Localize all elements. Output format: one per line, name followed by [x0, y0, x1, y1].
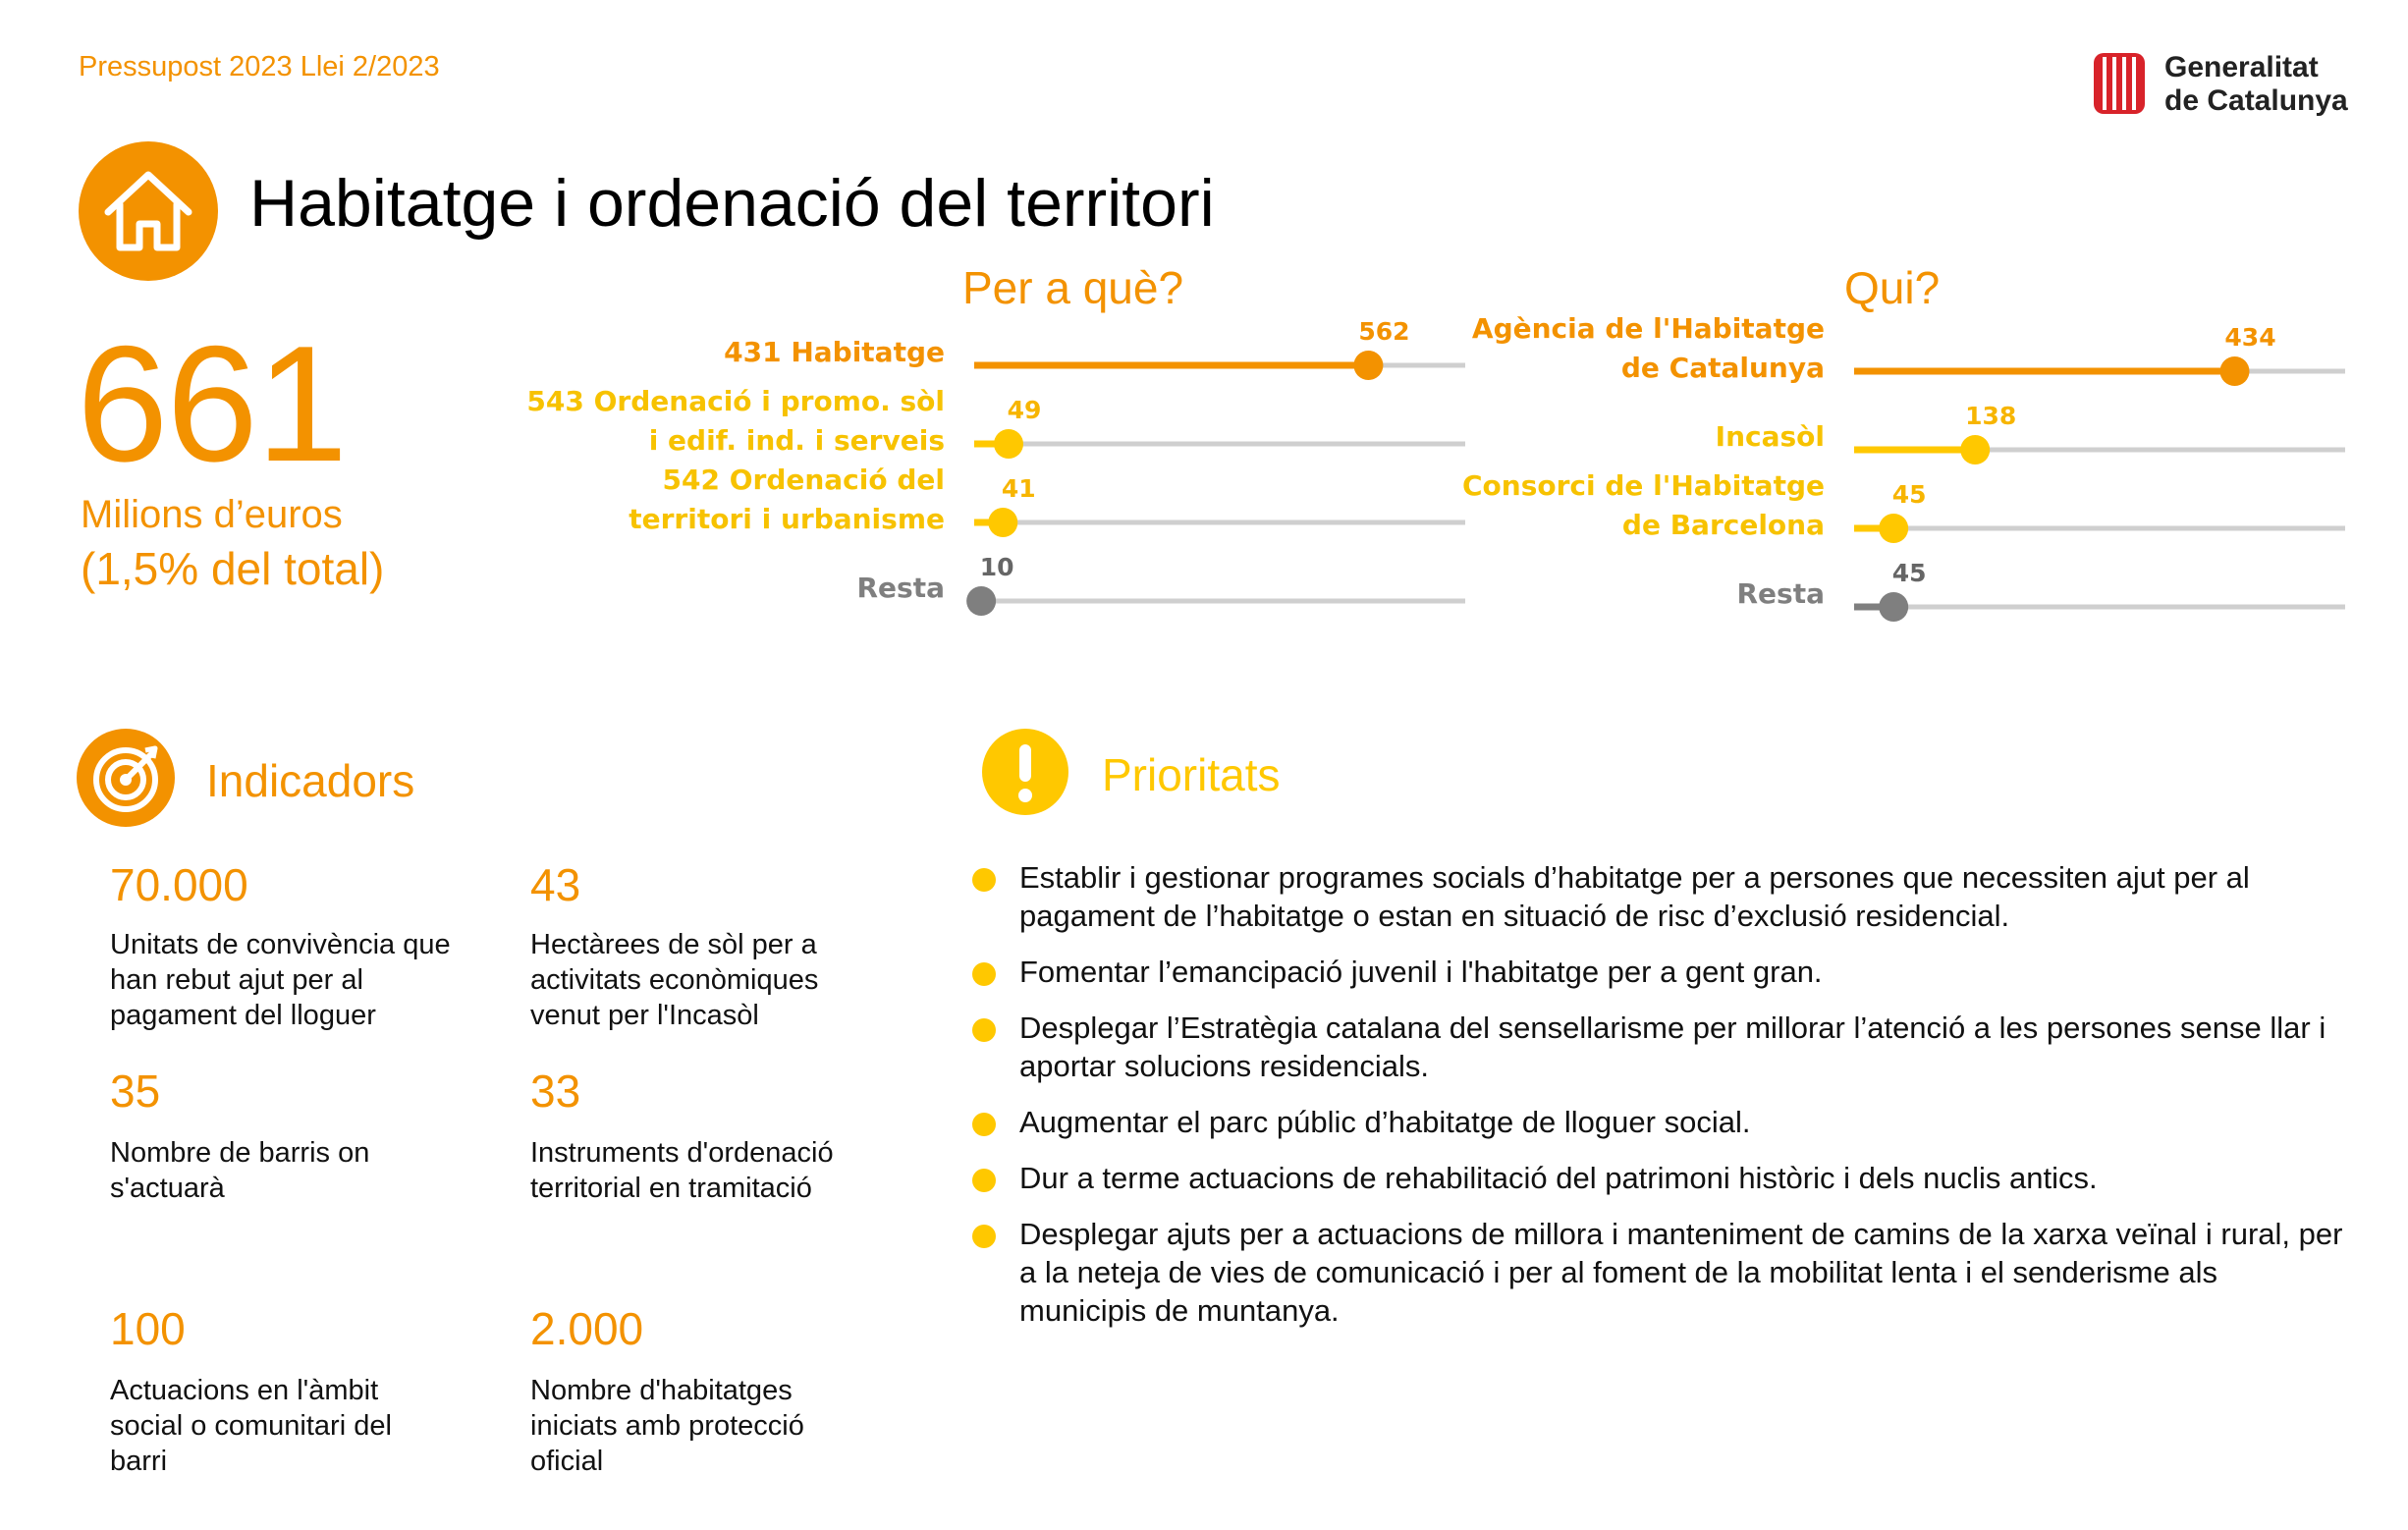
exclamation-icon — [982, 729, 1068, 815]
category-label: 431 Habitatge — [724, 336, 945, 368]
lollipop-point — [966, 586, 996, 616]
category-label: territori i urbanisme — [629, 503, 945, 535]
indicator-value: 43 — [530, 859, 581, 910]
category-label: de Barcelona — [1621, 509, 1825, 541]
priority-item — [972, 1215, 2347, 1330]
priority-item — [972, 1009, 2347, 1085]
priority-item — [972, 1159, 2347, 1197]
priority-text: Desplegar ajuts per a actuacions de millora i manteniment de camins de la xarxa veïnal i rural, per a la neteja de vies de comunicació i per al foment de la mobilitat lenta i el senderisme als municipis de muntanya. — [1019, 1217, 2343, 1328]
value-label: 49 — [1007, 396, 1042, 424]
bullet-icon — [972, 868, 996, 892]
lollipop-point — [1879, 514, 1908, 543]
lollipop-point — [2220, 356, 2250, 386]
chart-who-title: Qui? — [1844, 262, 1941, 313]
priority-text: Establir i gestionar programes socials d’habitatge per a persones que necessiten ajut per al pagament de l’habitatge o estan en situació de risc d’exclusió residencial. — [1019, 860, 2250, 933]
priority-text: Augmentar el parc públic d’habitatge de lloguer social. — [1019, 1105, 1751, 1139]
category-label: de Catalunya — [1620, 352, 1825, 384]
budget-subtitle: Pressupost 2023 Llei 2/2023 — [79, 51, 440, 82]
bullet-icon — [972, 1225, 996, 1248]
category-label: Incasòl — [1715, 420, 1825, 453]
priority-text: Fomentar l’emancipació juvenil i l'habitatge per a gent gran. — [1019, 955, 1823, 989]
total-amount: 661 — [77, 311, 347, 496]
category-label: i edif. ind. i serveis — [648, 424, 945, 457]
value-label: 10 — [979, 553, 1014, 581]
bullet-icon — [972, 1018, 996, 1042]
lollipop-point — [988, 508, 1017, 537]
value-label: 434 — [2224, 323, 2276, 352]
category-label: 542 Ordenació del — [662, 464, 945, 496]
lollipop-point — [1353, 351, 1383, 380]
priority-text: Desplegar l’Estratègia catalana del sensellarisme per millorar l’atenció a les persones sense llar i aportar solucions residencials. — [1019, 1011, 2326, 1083]
value-label: 45 — [1891, 480, 1927, 509]
lollipop-point — [1879, 592, 1908, 622]
lollipop-point — [994, 429, 1023, 459]
value-label: 45 — [1891, 559, 1927, 587]
indicator-value: 100 — [110, 1303, 186, 1354]
logo-line-2: de Catalunya — [2164, 84, 2348, 117]
indicator-desc: Unitats de convivència que han rebut ajut per al pagament del lloguer — [110, 929, 451, 1031]
target-icon — [77, 729, 175, 827]
logo-line-1: Generalitat — [2164, 51, 2319, 83]
value-label: 138 — [1965, 402, 2017, 430]
lollipop-point — [1960, 435, 1990, 464]
indicator-desc: Nombre d'habitatges iniciats amb protecció oficial — [530, 1375, 804, 1477]
indicator-value: 2.000 — [530, 1303, 644, 1354]
total-share: (1,5% del total) — [81, 543, 385, 594]
total-unit: Milions d’euros — [81, 493, 343, 536]
category-label: Consorci de l'Habitatge — [1462, 469, 1825, 502]
category-label: 543 Ordenació i promo. sòl — [526, 385, 945, 417]
priorities-heading: Prioritats — [1102, 749, 1281, 800]
value-label: 41 — [1001, 474, 1036, 503]
bullet-icon — [972, 962, 996, 986]
indicator-value: 70.000 — [110, 859, 248, 910]
indicator-desc: Instruments d'ordenació territorial en tramitació — [530, 1137, 834, 1204]
page-title: Habitatge i ordenació del territori — [249, 166, 1215, 241]
category-label: Agència de l'Habitatge — [1471, 312, 1825, 345]
lollipop-charts — [0, 0, 2408, 687]
bullet-icon — [972, 1169, 996, 1192]
indicator-value: 35 — [110, 1066, 161, 1117]
priority-item — [972, 953, 2347, 991]
category-label: Resta — [1736, 577, 1825, 610]
chart-what-title: Per a què? — [962, 262, 1184, 313]
indicator-desc: Actuacions en l'àmbit social o comunitari del barri — [110, 1375, 392, 1477]
priority-text: Dur a terme actuacions de rehabilitació del patrimoni històric i dels nuclis antics. — [1019, 1161, 2098, 1195]
value-label: 562 — [1358, 317, 1410, 346]
lollipop-charts-svg — [0, 0, 2408, 687]
bullet-icon — [972, 1113, 996, 1136]
indicator-value: 33 — [530, 1066, 581, 1117]
priority-item — [972, 1103, 2347, 1141]
indicators-heading: Indicadors — [206, 755, 415, 806]
priority-item — [972, 858, 2347, 935]
indicator-desc: Hectàrees de sòl per a activitats econòmiques venut per l'Incasòl — [530, 929, 819, 1031]
indicator-desc: Nombre de barris on s'actuarà — [110, 1137, 370, 1204]
category-label: Resta — [856, 572, 945, 604]
priorities-list — [972, 858, 2347, 1347]
